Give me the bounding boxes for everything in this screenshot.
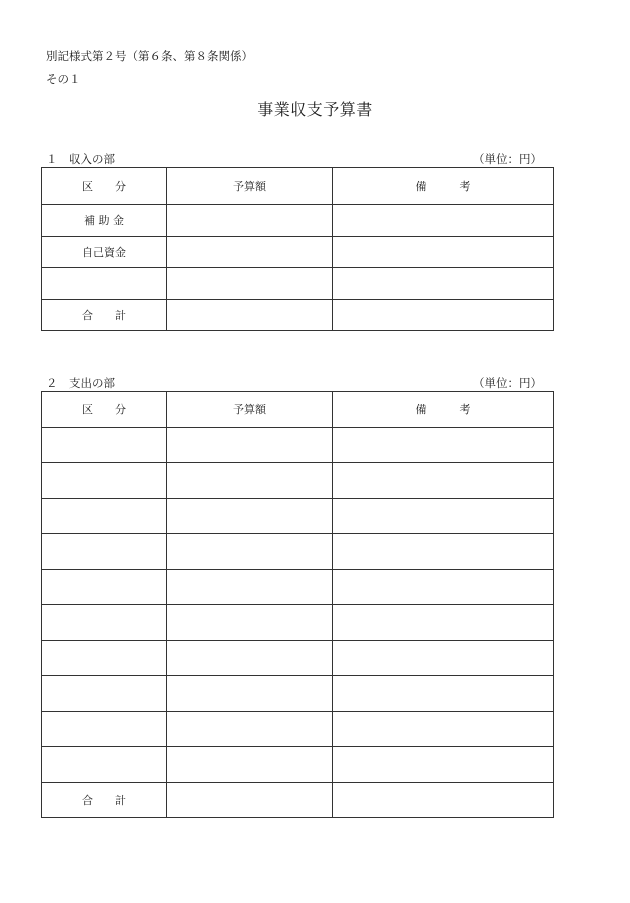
- income-header-row: [42, 168, 554, 205]
- category-cell[interactable]: 自己資金: [42, 236, 167, 268]
- page-title: 事業収支予算書: [257, 100, 373, 119]
- amount-cell[interactable]: [167, 605, 333, 641]
- table-row: [42, 534, 554, 570]
- category-cell[interactable]: [42, 427, 167, 463]
- remarks-cell[interactable]: [333, 205, 554, 237]
- remarks-cell[interactable]: [333, 569, 554, 605]
- remarks-cell[interactable]: [333, 236, 554, 268]
- category-cell[interactable]: 補 助 金: [42, 205, 167, 237]
- column-header-remarks: 備 考: [333, 392, 554, 428]
- table-row: [42, 268, 554, 300]
- table-row: [42, 463, 554, 499]
- remarks-cell[interactable]: [333, 747, 554, 783]
- total-amount-cell[interactable]: [167, 299, 333, 331]
- table-row: [42, 747, 554, 783]
- remarks-cell[interactable]: [333, 676, 554, 712]
- table-row: [42, 605, 554, 641]
- column-header-amount: 予算額: [167, 168, 333, 205]
- total-remarks-cell[interactable]: [333, 782, 554, 818]
- amount-cell[interactable]: [167, 427, 333, 463]
- expense-section-title: ２ 支出の部: [46, 376, 115, 390]
- category-cell[interactable]: [42, 711, 167, 747]
- table-row: [42, 569, 554, 605]
- income-table: [41, 167, 554, 331]
- remarks-cell[interactable]: [333, 498, 554, 534]
- amount-cell[interactable]: [167, 640, 333, 676]
- amount-cell[interactable]: [167, 236, 333, 268]
- total-remarks-cell[interactable]: [333, 299, 554, 331]
- column-header-category: 区 分: [42, 168, 167, 205]
- category-cell[interactable]: [42, 605, 167, 641]
- table-row: [42, 711, 554, 747]
- category-cell[interactable]: [42, 676, 167, 712]
- table-row: [42, 640, 554, 676]
- total-label: 合 計: [42, 299, 167, 331]
- expense-table: [41, 391, 554, 818]
- category-cell[interactable]: [42, 268, 167, 300]
- column-header-remarks: 備 考: [333, 168, 554, 205]
- amount-cell[interactable]: [167, 711, 333, 747]
- total-amount-cell[interactable]: [167, 782, 333, 818]
- category-cell[interactable]: [42, 640, 167, 676]
- amount-cell[interactable]: [167, 268, 333, 300]
- amount-cell[interactable]: [167, 205, 333, 237]
- expense-unit-label: （単位：円）: [473, 376, 542, 390]
- income-unit-label: （単位：円）: [473, 152, 542, 166]
- total-label: 合 計: [42, 782, 167, 818]
- amount-cell[interactable]: [167, 747, 333, 783]
- expense-header-row: [42, 392, 554, 428]
- category-cell[interactable]: [42, 747, 167, 783]
- table-row: [42, 676, 554, 712]
- column-header-amount: 予算額: [167, 392, 333, 428]
- category-cell[interactable]: [42, 569, 167, 605]
- table-row: [42, 205, 554, 237]
- remarks-cell[interactable]: [333, 534, 554, 570]
- amount-cell[interactable]: [167, 534, 333, 570]
- table-row: [42, 498, 554, 534]
- amount-cell[interactable]: [167, 569, 333, 605]
- income-section-title: １ 収入の部: [46, 152, 115, 166]
- form-number: 別記様式第２号（第６条、第８条関係）: [46, 49, 253, 63]
- remarks-cell[interactable]: [333, 268, 554, 300]
- column-header-category: 区 分: [42, 392, 167, 428]
- category-cell[interactable]: [42, 498, 167, 534]
- amount-cell[interactable]: [167, 498, 333, 534]
- remarks-cell[interactable]: [333, 427, 554, 463]
- amount-cell[interactable]: [167, 463, 333, 499]
- remarks-cell[interactable]: [333, 463, 554, 499]
- category-cell[interactable]: [42, 463, 167, 499]
- table-row: [42, 427, 554, 463]
- amount-cell[interactable]: [167, 676, 333, 712]
- remarks-cell[interactable]: [333, 640, 554, 676]
- table-row: [42, 236, 554, 268]
- remarks-cell[interactable]: [333, 711, 554, 747]
- remarks-cell[interactable]: [333, 605, 554, 641]
- category-cell[interactable]: [42, 534, 167, 570]
- form-subnumber: その１: [46, 72, 81, 86]
- expense-total-row: [42, 782, 554, 818]
- income-total-row: [42, 299, 554, 331]
